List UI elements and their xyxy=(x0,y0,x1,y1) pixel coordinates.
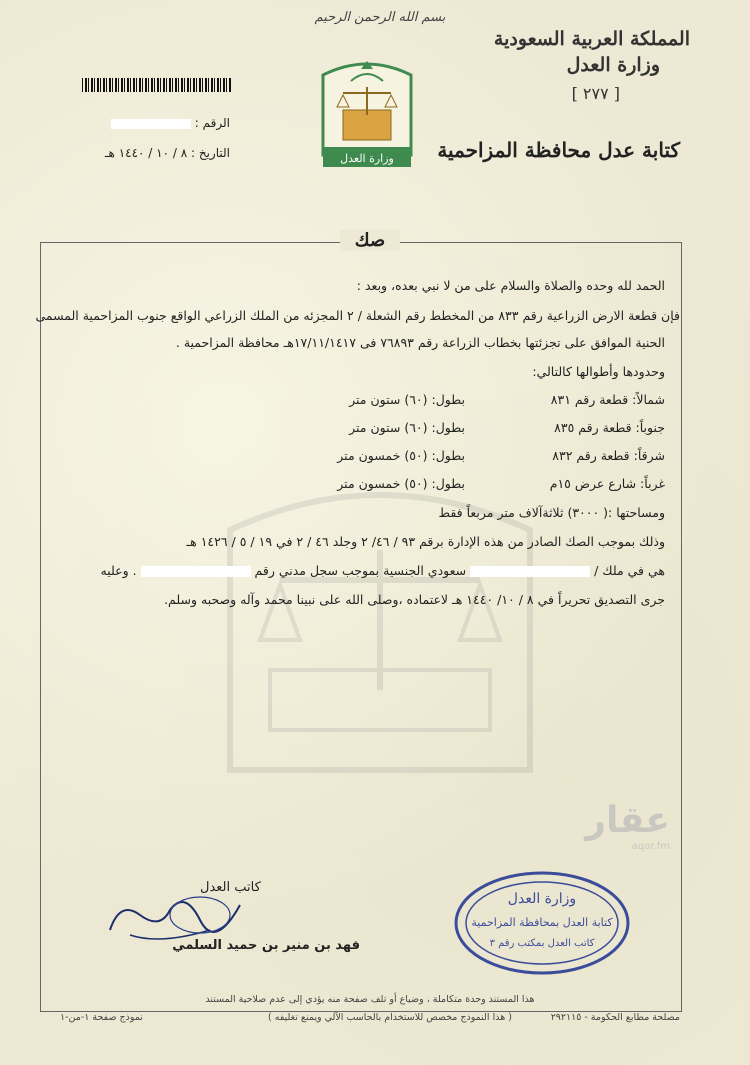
official-stamp xyxy=(452,868,632,978)
footer-model: نموذج صفحة ١-من-١ xyxy=(60,1012,143,1023)
reference-number: [ ٢٧٧ ] xyxy=(571,84,620,103)
deed-area: ومساحتها :( ٣٠٠٠) ثلاثةآلاف متر مربعاً فقط xyxy=(438,505,665,520)
bound-side: شمالاً: قطعة رقم ٨٣١ xyxy=(550,392,665,407)
owner-prefix: هي في ملك / xyxy=(594,563,665,578)
svg-text:كاتب العدل بمكتب رقم ٣: كاتب العدل بمكتب رقم ٣ xyxy=(489,938,595,949)
owner-end: . وعليه xyxy=(100,563,137,578)
bound-length: بطول: (٦٠) ستون متر xyxy=(349,420,465,435)
basmala: بسم الله الرحمن الرحيم xyxy=(314,10,446,25)
aqar-brand-sub: aqar.fm xyxy=(631,841,670,852)
bound-length: بطول: (٥٠) خمسون متر xyxy=(337,448,465,463)
office-title: كتابة عدل محافظة المزاحمية xyxy=(437,138,680,162)
svg-text:وزارة العدل: وزارة العدل xyxy=(340,152,394,165)
header-block xyxy=(470,28,690,103)
svg-text:كتابة العدل بمحافظة المزاحمية: كتابة العدل بمحافظة المزاحمية xyxy=(471,916,613,929)
footer-printer: مصلحة مطابع الحكومة - ٢٩٢١١٥ xyxy=(550,1012,680,1023)
redacted-id-number xyxy=(141,566,251,577)
owner-line xyxy=(101,563,666,578)
footer-usage: ( هذا النموذج مخصص للاستخدام بالحاسب الآلي ويمنع تغليفه ) xyxy=(268,1012,512,1023)
svg-text:وزارة العدل: وزارة العدل xyxy=(507,891,577,907)
aqar-watermark xyxy=(560,800,670,852)
number-label: الرقم : xyxy=(194,116,230,130)
bound-length: بطول: (٥٠) خمسون متر xyxy=(337,476,465,491)
redacted-number xyxy=(111,119,191,129)
footer-notice: هذا المستند وحدة متكاملة ، وضياع أو تلف صفحة منه يؤدي إلى عدم صلاحية المستند xyxy=(205,994,535,1005)
deed-line-2: الحنية الموافق على تجزئتها بخطاب الزراعة رقم ٧٦٨٩٣ فى ١٧/١١/١٤١٧هـ محافظة المزاحمية . xyxy=(175,335,665,350)
deed-closing: جرى التصديق تحريراً في ٨ / ١٠/ ١٤٤٠ هـ لاعتماده ،وصلى الله على نبينا محمد وآله وصحبه وسلم. xyxy=(164,592,665,607)
clerk-name: فهد بن منير بن حميد السلمي xyxy=(172,938,360,953)
aqar-brand: عقار xyxy=(585,800,670,841)
bound-west xyxy=(195,476,665,494)
deed-title: صك xyxy=(340,230,400,251)
deed-basis: وذلك بموجب الصك الصادر من هذه الإدارة برقم ٩٣ / ٤٦/ ٢ وجلد ٤٦ / ٢ في ١٩ / ٥ / ١٤٢٦ هـ xyxy=(186,534,665,549)
deed-line-1: فإن قطعة الارض الزراعية رقم ٨٣٣ من المخطط رقم الشعلة / ٢ المجزئه من الملك الزراعي الواقع جنوب المزاحمية المسمى xyxy=(35,308,680,323)
clerk-title: كاتب العدل xyxy=(200,880,261,895)
number-line xyxy=(80,116,230,130)
bound-side: جنوباً: قطعة رقم ٨٣٥ xyxy=(554,420,665,435)
bound-side: غرباً: شارع عرض ١٥م xyxy=(549,476,665,491)
ministry-logo xyxy=(313,55,421,170)
bound-north xyxy=(195,392,665,410)
bound-side: شرقاً: قطعة رقم ٨٣٢ xyxy=(552,448,665,463)
redacted-owner-name xyxy=(470,566,590,577)
bound-south xyxy=(195,420,665,438)
deed-intro: الحمد لله وحده والصلاة والسلام على من لا نبي بعده، وبعد : xyxy=(356,278,665,293)
date-line: التاريخ : ٨ / ١٠ / ١٤٤٠ هـ xyxy=(105,146,230,160)
bounds-intro: وحدودها وأطوالها كالتالي: xyxy=(532,364,665,379)
owner-nationality: سعودي الجنسية بموجب سجل مدني رقم xyxy=(254,563,467,578)
barcode xyxy=(82,78,232,92)
bound-length: بطول: (٦٠) ستون متر xyxy=(349,392,465,407)
kingdom-name: المملكة العربية السعودية xyxy=(493,28,690,50)
bound-east xyxy=(195,448,665,466)
ministry-name: وزارة العدل xyxy=(566,54,660,76)
